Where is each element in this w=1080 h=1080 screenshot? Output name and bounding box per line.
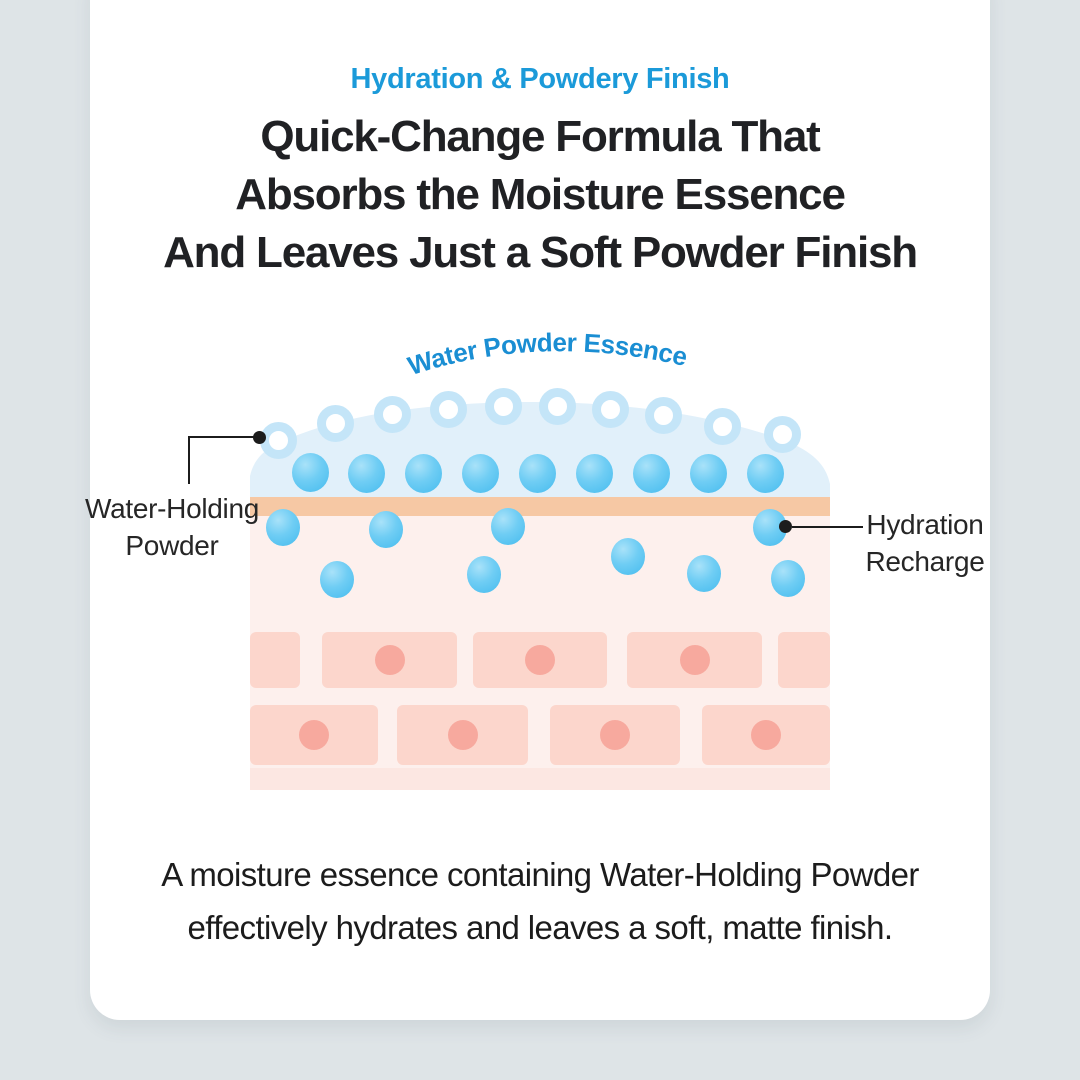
left-label-line-2: Powder xyxy=(125,530,219,561)
skin-cell-nucleus xyxy=(525,645,555,675)
moisture-droplet xyxy=(690,454,727,493)
powder-ring xyxy=(539,388,576,425)
absorbed-droplet xyxy=(266,509,300,546)
page-title xyxy=(90,108,990,282)
absorbed-droplet xyxy=(369,511,403,548)
eyebrow-subtitle: Hydration & Powdery Finish xyxy=(350,63,730,95)
title-line-2: Absorbs the Moisture Essence xyxy=(235,170,845,219)
powder-ring xyxy=(317,405,354,442)
powder-ring xyxy=(430,391,467,428)
moisture-droplet xyxy=(405,454,442,493)
powder-ring xyxy=(704,408,741,445)
skin-surface-layer xyxy=(250,497,830,516)
moisture-droplet xyxy=(348,454,385,493)
skin-cell-nucleus xyxy=(299,720,329,750)
moisture-droplet xyxy=(519,454,556,493)
right-label-line-2: Recharge xyxy=(865,546,985,577)
skin-cell-nucleus xyxy=(751,720,781,750)
arc-label-svg xyxy=(380,323,725,395)
dermis-fade-strip xyxy=(250,768,830,790)
left-pointer-hline xyxy=(188,436,256,438)
moisture-droplet xyxy=(462,454,499,493)
powder-ring xyxy=(645,397,682,434)
moisture-droplet xyxy=(747,454,784,493)
skin-cell-nucleus xyxy=(680,645,710,675)
right-pointer-hline xyxy=(792,526,863,528)
moisture-droplet xyxy=(292,453,329,492)
powder-ring xyxy=(592,391,629,428)
absorbed-droplet xyxy=(467,556,501,593)
skin-cell-nucleus xyxy=(600,720,630,750)
powder-ring xyxy=(260,422,297,459)
hydration-recharge-label xyxy=(862,506,988,580)
right-label-line-1: Hydration xyxy=(866,509,984,540)
right-pointer-dot xyxy=(779,520,792,533)
caption-line-1: A moisture essence containing Water-Holding Powder xyxy=(161,856,919,893)
skin-cell-nucleus xyxy=(375,645,405,675)
caption-line-2: effectively hydrates and leaves a soft, matte finish. xyxy=(187,909,893,946)
powder-ring xyxy=(485,388,522,425)
skin-cell xyxy=(250,632,300,688)
caption-text xyxy=(90,848,990,954)
water-holding-powder-label xyxy=(78,490,266,564)
powder-ring xyxy=(374,396,411,433)
left-label-line-1: Water-Holding xyxy=(84,493,259,524)
left-pointer-vline xyxy=(188,436,190,484)
absorbed-droplet xyxy=(611,538,645,575)
svg-text:Water Powder Essence xyxy=(404,327,690,381)
arc-label-text: Water Powder Essence xyxy=(404,327,690,381)
powder-ring xyxy=(764,416,801,453)
title-line-3: And Leaves Just a Soft Powder Finish xyxy=(163,228,917,277)
absorbed-droplet xyxy=(320,561,354,598)
moisture-droplet xyxy=(633,454,670,493)
skin-cell xyxy=(778,632,830,688)
title-line-1: Quick-Change Formula That xyxy=(260,112,820,161)
absorbed-droplet xyxy=(771,560,805,597)
absorbed-droplet xyxy=(687,555,721,592)
skin-cell-nucleus xyxy=(448,720,478,750)
absorbed-droplet xyxy=(491,508,525,545)
left-pointer-dot xyxy=(253,431,266,444)
skin-diagram xyxy=(250,400,830,790)
moisture-droplet xyxy=(576,454,613,493)
